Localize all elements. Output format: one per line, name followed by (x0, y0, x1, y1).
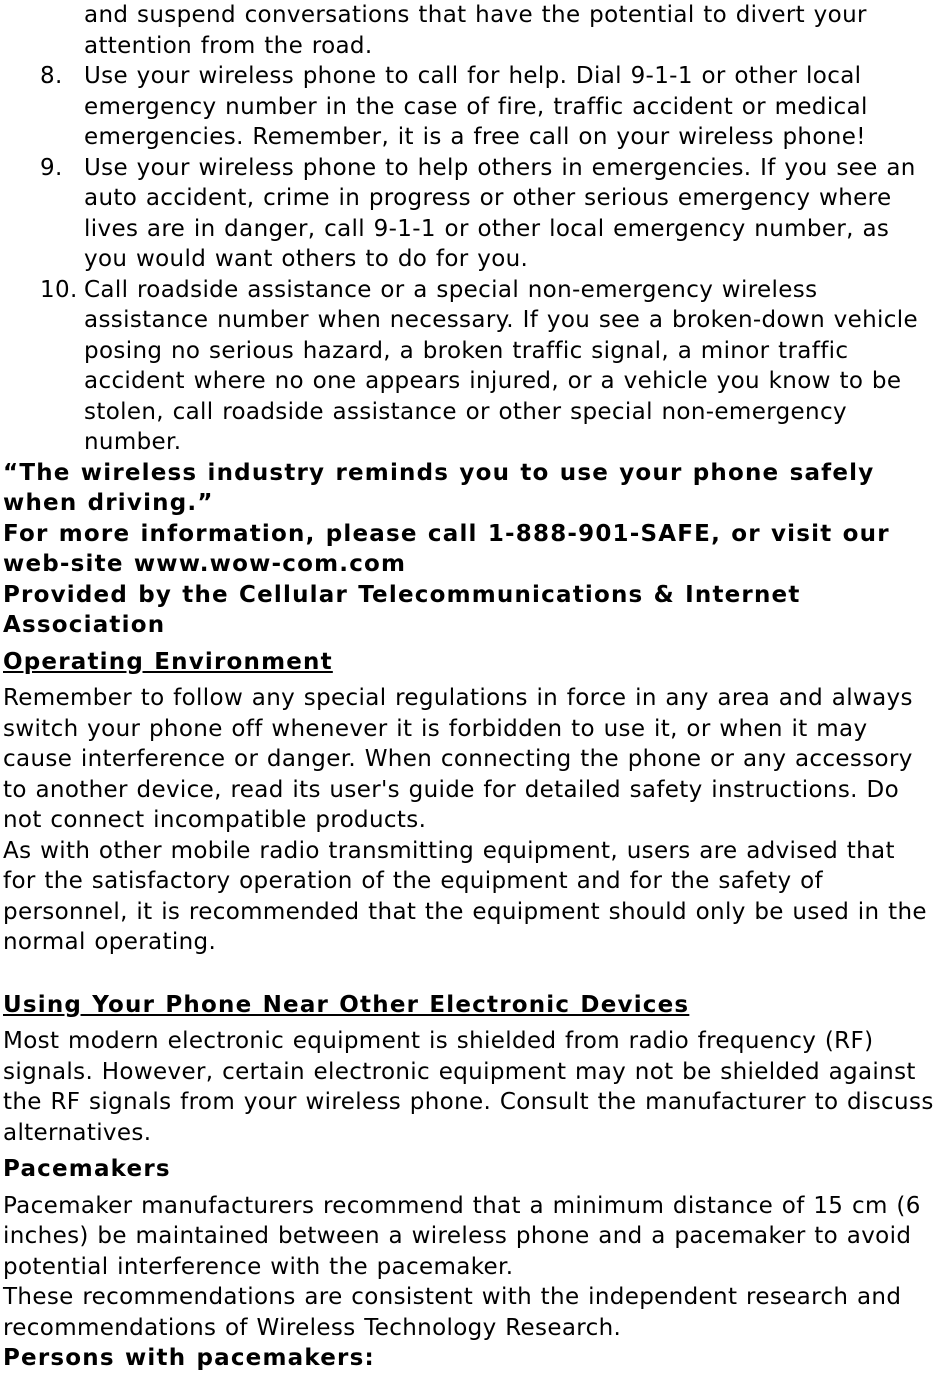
provided-by: Provided by the Cellular Telecommunications & Internet Association (3, 581, 801, 638)
persons-with-pacemakers-heading: Persons with pacemakers: (3, 1345, 375, 1371)
list-item-text: Use your wireless phone to call for help. Dial 9-1-1 or other local emergency number in the case of fire, traffic accident or medical emergencies. Remember, it is a free call on your wireless phone! (84, 63, 868, 150)
list-item-number: 10. (40, 276, 78, 303)
list-item-text: and suspend conversations that have the potential to divert your attention from the road. (84, 2, 867, 59)
industry-reminder: “The wireless industry reminds you to use your phone safely when driving.” (3, 459, 875, 516)
list-item-text: Use your wireless phone to help others in emergencies. If you see an auto accident, crime in progress or other serious emergency where lives are in danger, call 9-1-1 or other local emergency number, as you would want others to do for you. (84, 154, 916, 272)
paragraph: Remember to follow any special regulations in force in any area and always switch your phone off whenever it is forbidden to use it, or when it may cause interference or danger. When connecting the phone or any accessory to another device, read its user's guide for detailed safety instructions. Do not connect incompatible products. (3, 685, 913, 833)
electronic-devices-heading: Using Your Phone Near Other Electronic Devices (3, 991, 690, 1018)
paragraph: These recommendations are consistent with the independent research and recommendations of Wireless Technology Research. (3, 1284, 902, 1341)
list-item (0, 275, 935, 458)
pacemakers-heading: Pacemakers (3, 1156, 171, 1182)
operating-environment-heading: Operating Environment (3, 648, 333, 675)
paragraph: As with other mobile radio transmitting equipment, users are advised that for the satisfactory operation of the equipment and for the safety of personnel, it is recommended that the equipment should only be used in the normal operating. (3, 837, 927, 955)
list-item (0, 153, 935, 275)
paragraph: Most modern electronic equipment is shielded from radio frequency (RF) signals. However, certain electronic equipment may not be shielded against the RF signals from your wireless phone. Consult the manufacturer to discuss alternatives. (3, 1028, 934, 1146)
driving-tips-list (0, 0, 935, 458)
list-item (0, 0, 935, 61)
list-item (0, 61, 935, 153)
more-info: For more information, please call 1-888-901-SAFE, or visit our web-site www.wow-com.com (3, 520, 890, 577)
paragraph: Pacemaker manufacturers recommend that a minimum distance of 15 cm (6 inches) be maintained between a wireless phone and a pacemaker to avoid potential interference with the pacemaker. (3, 1192, 921, 1280)
list-item-number: 8. (40, 63, 63, 89)
list-item-text: Call roadside assistance or a special non-emergency wireless assistance number when necessary. If you see a broken-down vehicle posing no serious hazard, a broken traffic signal, a minor traffic accident where no one appears injured, or a vehicle you know to be stolen, call roadside assistance or other special non-emergency number. (84, 276, 919, 455)
list-item-number: 9. (40, 154, 63, 181)
